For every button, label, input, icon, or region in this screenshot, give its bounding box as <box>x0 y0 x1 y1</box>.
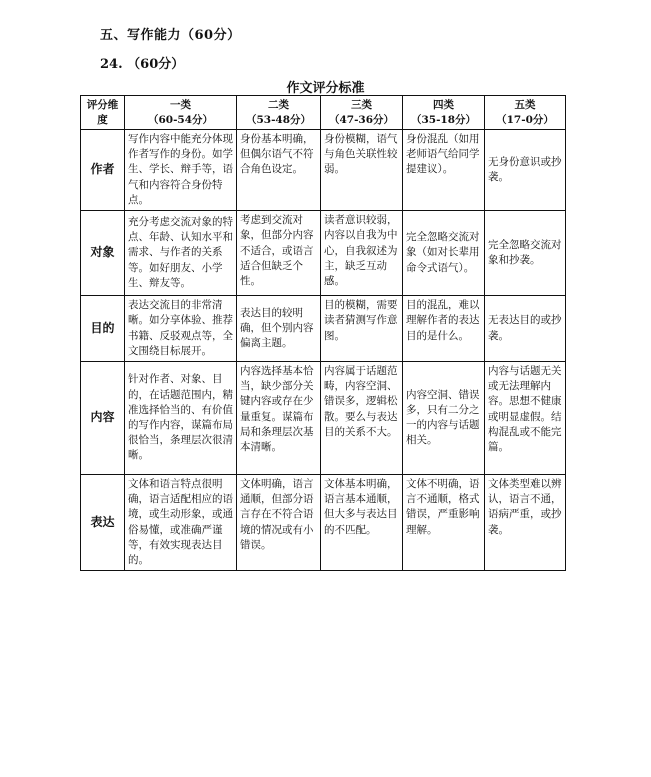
level-name: 三类 <box>351 99 372 112</box>
table-cell: 内容空洞、错误多，只有二分之一的内容与话题相关。 <box>403 361 485 474</box>
level-name: 二类 <box>268 99 289 112</box>
table-cell: 表达目的较明确，但个别内容偏离主题。 <box>237 296 321 362</box>
level-range: （53-48分） <box>245 113 312 126</box>
table-cell: 读者意识较弱，内容以自我为中心，自我叙述为主，缺乏互动感。 <box>321 211 403 296</box>
table-cell: 考虑到交流对象，但部分内容不适合，或语言适合但缺乏个性。 <box>237 211 321 296</box>
table-row <box>81 211 566 296</box>
table-cell: 文体和语言特点很明确，语言适配相应的语境，或生动形象，或通俗易懂，或准确严谨等，有效实现表达目的。 <box>125 474 237 570</box>
table-cell: 内容与话题无关或无法理解内容。思想不健康或明显虚假。结构混乱或不能完篇。 <box>485 361 566 474</box>
section-heading: 五、写作能力（60分） <box>100 28 241 43</box>
dimension-label: 作者 <box>81 130 125 211</box>
table-cell: 目的模糊，需要读者猜测写作意图。 <box>321 296 403 362</box>
table-cell: 表达交流目的非常清晰。如分享体验、推荐书籍、反驳观点等，全文围绕目标展开。 <box>125 296 237 362</box>
table-row <box>81 296 566 362</box>
dimension-label: 内容 <box>81 361 125 474</box>
table-cell: 充分考虑交流对象的特点、年龄、认知水平和需求、与作者的关系等。如好朋友、小学生、辩友等。 <box>125 211 237 296</box>
table-cell: 写作内容中能充分体现作者写作的身份。如学生、学长、辩手等，语气和内容符合身份特点。 <box>125 130 237 211</box>
table-cell: 内容属于话题范畴，内容空洞、错误多，逻辑松散。要么与表达目的关系不大。 <box>321 361 403 474</box>
level-range: （35-18分） <box>410 113 477 126</box>
level-range: （47-36分） <box>328 113 395 126</box>
header-row <box>81 96 566 130</box>
level-name: 五类 <box>514 99 536 112</box>
level-header-1 <box>125 96 237 130</box>
table-cell: 身份混乱（如用老师语气给同学提建议）。 <box>403 130 485 211</box>
table-cell: 文体基本明确，语言基本通顺，但大多与表达目的不匹配。 <box>321 474 403 570</box>
dimension-label: 表达 <box>81 474 125 570</box>
table-cell: 无表达目的或抄袭。 <box>485 296 566 362</box>
table-cell: 完全忽略交流对象和抄袭。 <box>485 211 566 296</box>
table-row <box>81 130 566 211</box>
table-cell: 针对作者、对象、目的，在话题范围内，精准选择恰当的、有价值的写作内容，谋篇布局很恰当，条理层次很清晰。 <box>125 361 237 474</box>
dimension-label: 目的 <box>81 296 125 362</box>
table-row <box>81 361 566 474</box>
table-cell: 文体类型难以辨认，语言不通，语病严重，或抄袭。 <box>485 474 566 570</box>
question-number: 24. （60分） <box>100 57 185 72</box>
table-cell: 目的混乱，难以理解作者的表达目的是什么。 <box>403 296 485 362</box>
rubric-table <box>80 95 566 571</box>
dimension-label: 对象 <box>81 211 125 296</box>
table-cell: 文体明确，语言通顺，但部分语言存在不符合语境的情况或有小错误。 <box>237 474 321 570</box>
table-cell: 内容选择基本恰当，缺少部分关键内容或存在少量重复。谋篇布局和条理层次基本清晰。 <box>237 361 321 474</box>
level-range: （17-0分） <box>496 113 554 126</box>
table-title: 作文评分标准 <box>286 81 365 96</box>
level-header-2 <box>237 96 321 130</box>
table-cell: 完全忽略交流对象（如对长辈用命令式语气）。 <box>403 211 485 296</box>
level-name: 一类 <box>170 99 191 112</box>
table-cell: 无身份意识或抄袭。 <box>485 130 566 211</box>
table-cell: 身份基本明确，但偶尔语气不符合角色设定。 <box>237 130 321 211</box>
table-row <box>81 474 566 570</box>
dimension-header: 评分维度 <box>81 96 125 130</box>
level-header-4 <box>403 96 485 130</box>
level-header-3 <box>321 96 403 130</box>
table-cell: 身份模糊，语气与角色关联性较弱。 <box>321 130 403 211</box>
table-cell: 文体不明确，语言不通顺，格式错误，严重影响理解。 <box>403 474 485 570</box>
level-range: （60-54分） <box>147 113 214 126</box>
level-header-5 <box>485 96 566 130</box>
level-name: 四类 <box>433 99 454 112</box>
